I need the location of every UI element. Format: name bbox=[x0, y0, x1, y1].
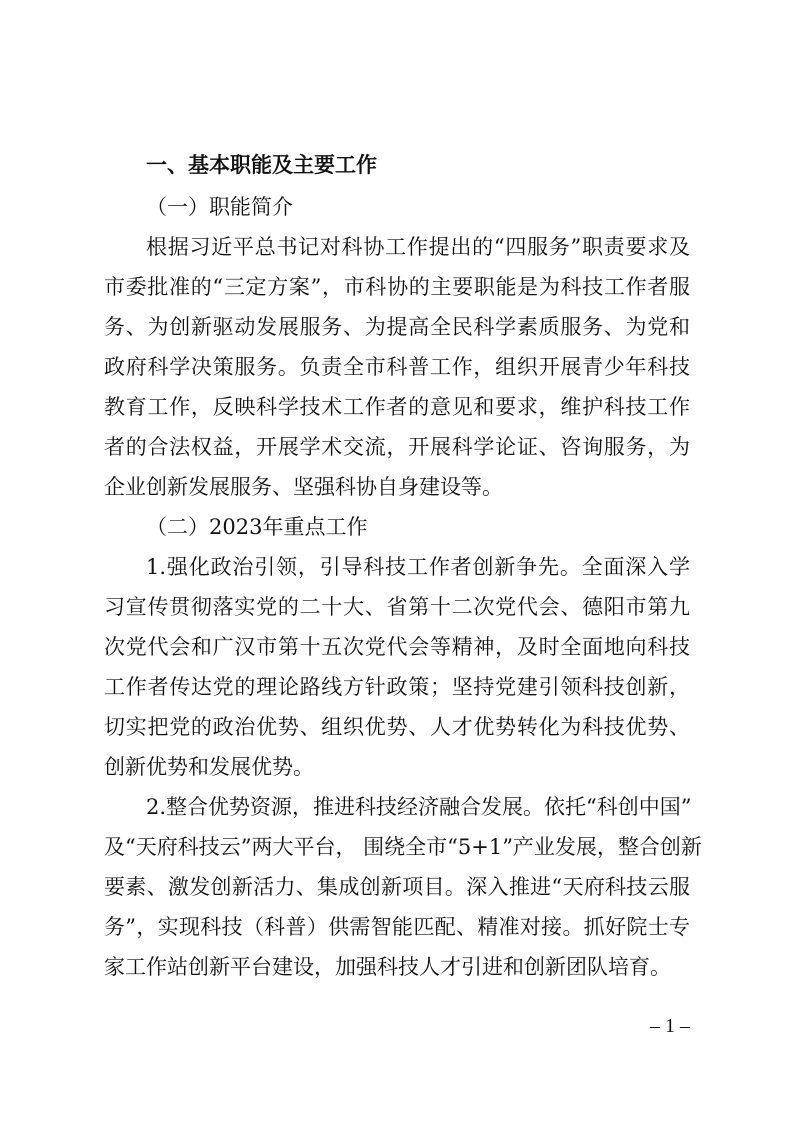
paragraph-line: 家工作站创新平台建设，加强科技人才引进和创新团队培育。 bbox=[104, 955, 671, 979]
paragraph-line: 1.强化政治引领，引导科技工作者创新争先。全面深入学 bbox=[146, 555, 690, 579]
paragraph-line: 教育工作，反映科学技术工作者的意见和要求，维护科技工作 bbox=[104, 395, 690, 419]
page-number: – 1 – bbox=[650, 1015, 690, 1037]
paragraph-line: 习宣传贯彻落实党的二十大、省第十二次党代会、德阳市第九 bbox=[104, 595, 690, 619]
paragraph-line: 及“天府科技云”两大平台， 围绕全市“5+1”产业发展，整合创新 bbox=[104, 835, 702, 859]
paragraph-line: 企业创新发展服务、坚强科协自身建设等。 bbox=[104, 475, 503, 499]
paragraph-line: 切实把党的政治优势、组织优势、人才优势转化为科技优势、 bbox=[104, 715, 690, 739]
paragraph-line: 务、为创新驱动发展服务、为提高全民科学素质服务、为党和 bbox=[104, 315, 690, 339]
paragraph-line: 市委批准的“三定方案”，市科协的主要职能是为科技工作者服 bbox=[104, 275, 690, 299]
subsection-title-functions: （一）职能简介 bbox=[146, 195, 293, 219]
paragraph-line: 者的合法权益，开展学术交流，开展科学论证、咨询服务，为 bbox=[104, 435, 690, 459]
paragraph-line: 次党代会和广汉市第十五次党代会等精神，及时全面地向科技 bbox=[104, 635, 690, 659]
subsection-title-key-work: （二）2023年重点工作 bbox=[146, 515, 368, 539]
paragraph-line: 2.整合优势资源，推进科技经济融合发展。依托“科创中国” bbox=[146, 795, 692, 819]
paragraph-line: 创新优势和发展优势。 bbox=[104, 755, 314, 779]
paragraph-line: 政府科学决策服务。负责全市科普工作，组织开展青少年科技 bbox=[104, 355, 690, 379]
paragraph-line: 务”，实现科技（科普）供需智能匹配、精准对接。抓好院士专 bbox=[104, 915, 690, 939]
paragraph-line: 工作者传达党的理论路线方针政策；坚持党建引领科技创新， bbox=[104, 675, 690, 699]
paragraph-line: 要素、激发创新活力、集成创新项目。深入推进“天府科技云服 bbox=[104, 875, 690, 899]
section-heading: 一、基本职能及主要工作 bbox=[146, 153, 377, 177]
paragraph-line: 根据习近平总书记对科协工作提出的“四服务”职责要求及 bbox=[146, 235, 690, 259]
